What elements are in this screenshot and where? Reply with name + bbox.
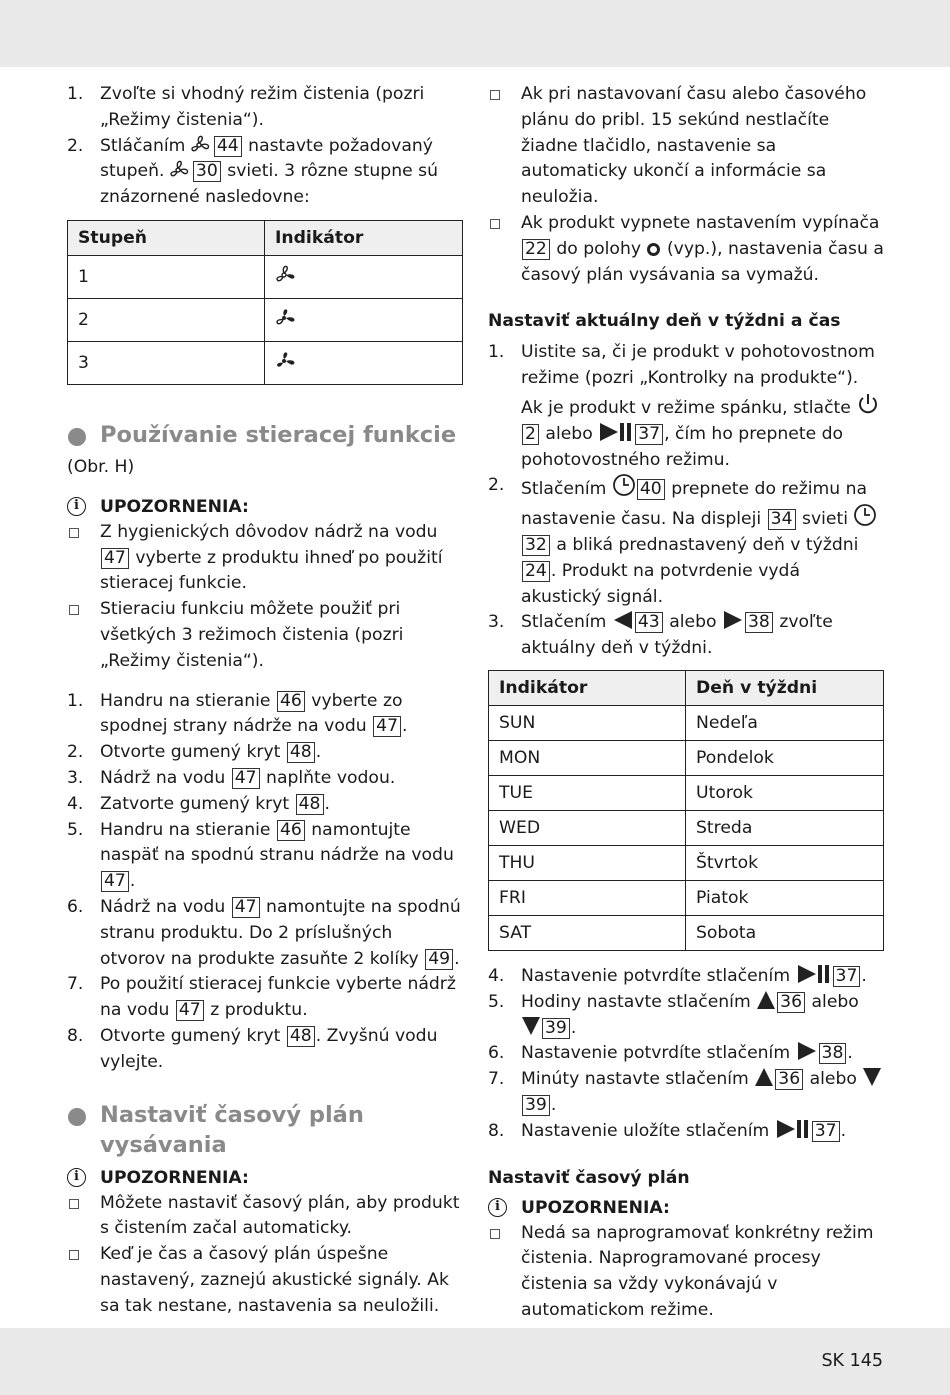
power-icon: [856, 392, 880, 416]
list-item: 5. Handru na stieranie 46 namontujte naspäť na spodnú stranu nádrže na vodu 47 .: [67, 819, 454, 892]
table-row: THU Štvrtok: [489, 845, 884, 880]
ref-box: 47: [373, 716, 401, 737]
arrow-down-icon: [862, 1067, 882, 1087]
clock-icon: [853, 503, 877, 527]
arrow-right-icon: [796, 1041, 818, 1061]
ref-box: 2: [522, 424, 539, 445]
checkbox-bullet-icon: [490, 90, 500, 100]
list-item: 7. Minúty nastavte stlačením 36 alebo 39 .: [488, 1067, 884, 1119]
list-item: Nedá sa naprogramovať konkrétny režim čistenia. Naprogramované procesy čistenia sa vždy vykonávajú v automatickom režime.: [488, 1221, 884, 1324]
note-list: [488, 1221, 884, 1324]
ref-box: 37: [635, 424, 663, 445]
checkbox-bullet-icon: [69, 1250, 79, 1260]
fan-level-3-icon: [275, 349, 299, 371]
table-header-row: Stupeň Indikátor: [68, 220, 463, 255]
bullet-dot-icon: [68, 428, 86, 446]
ref-box: 38: [745, 612, 773, 633]
ref-box: 40: [637, 479, 665, 500]
note-heading: i UPOZORNENIA:: [67, 494, 463, 520]
note-list: [67, 1191, 463, 1320]
checkbox-bullet-icon: [69, 605, 79, 615]
left-column: [67, 82, 463, 1320]
list-item: 6. Nádrž na vodu 47 namontujte na spodnú stranu produktu. Do 2 príslušných otvorov na produkte zasuňte 2 kolíky 49 .: [67, 896, 461, 969]
fan-outline-icon: [170, 159, 192, 179]
fan-level-2-icon: [275, 306, 299, 328]
list-item: 2. Stláčaním 44 nastavte požadovaný stupeň. 30 svieti. 3 rôzne stupne sú znázornené nasledovne:: [67, 135, 438, 208]
arrow-up-icon: [754, 1067, 774, 1087]
ref-box: 39: [522, 1095, 550, 1116]
info-icon: i: [67, 1168, 86, 1187]
day-table: [488, 670, 884, 951]
header-band: [0, 0, 950, 67]
off-circle-icon: [646, 242, 661, 257]
level-table: [67, 220, 463, 385]
arrow-right-icon: [722, 610, 744, 630]
note-list: [488, 82, 884, 288]
arrow-left-icon: [612, 610, 634, 630]
table-row: 3: [68, 341, 463, 384]
ref-box: 48: [287, 742, 315, 763]
table-row: MON Pondelok: [489, 740, 884, 775]
list-item: 5. Hodiny nastavte stlačením 36 alebo 39 .: [488, 991, 859, 1038]
note-heading: i UPOZORNENIA:: [488, 1195, 884, 1221]
list-item: Z hygienických dôvodov nádrž na vodu 47 vyberte z produktu ihneď po použití stieracej funkcie.: [67, 520, 463, 597]
ref-box: 30: [193, 161, 221, 182]
ref-box: 24: [522, 561, 550, 582]
list-item: Ak pri nastavovaní času alebo časového plánu do pribl. 15 sekúnd nestlačíte žiadne tlačidlo, nastavenie sa automaticky ukončí a informácie sa neuložia.: [488, 82, 884, 211]
list-item: 8. Otvorte gumený kryt 48 . Zvyšnú vodu vylejte.: [67, 1025, 438, 1072]
table-header-row: Indikátor Deň v týždni: [489, 670, 884, 705]
ref-box: 47: [232, 768, 260, 789]
table-row: WED Streda: [489, 810, 884, 845]
ref-box: 44: [214, 136, 242, 157]
arrow-down-icon: [521, 1016, 541, 1036]
section-heading: Používanie stieracej funkcie: [67, 420, 463, 450]
clock-icon: [612, 473, 636, 497]
list-item: 2. Otvorte gumený kryt 48 .: [67, 742, 322, 763]
list-item: 3. Stlačením 43 alebo 38 zvoľte aktuálny deň v týždni.: [488, 612, 833, 659]
checkbox-bullet-icon: [69, 528, 79, 538]
list-item: 3. Nádrž na vodu 47 naplňte vodou.: [67, 767, 396, 788]
note-heading: i UPOZORNENIA:: [67, 1165, 463, 1191]
ref-box: 34: [768, 509, 796, 530]
list-item: Keď je čas a časový plán úspešne nastavený, zaznejú akustické signály. Ak sa tak nestane, nastavenia sa neuložili.: [67, 1242, 463, 1319]
footer-band: [0, 1328, 950, 1395]
list-item: 7. Po použití stieracej funkcie vyberte nádrž na vodu 47 z produktu.: [67, 974, 456, 1021]
time-steps-continued: [488, 964, 884, 1145]
ref-box: 47: [232, 897, 260, 918]
note-list: [67, 520, 463, 675]
list-item: 8. Nastavenie uložíte stlačením 37 .: [488, 1120, 847, 1141]
ref-box: 47: [176, 1000, 204, 1021]
ref-box: 38: [819, 1043, 847, 1064]
ref-box: 46: [277, 691, 305, 712]
ref-box: 37: [833, 966, 861, 987]
table-row: TUE Utorok: [489, 775, 884, 810]
fan-level-1-icon: [275, 263, 299, 285]
arrow-up-icon: [756, 990, 776, 1010]
table-row: 1: [68, 255, 463, 298]
intro-steps: [67, 82, 463, 211]
page-number: SK 145: [821, 1351, 883, 1371]
ref-box: 48: [287, 1026, 315, 1047]
info-icon: i: [67, 497, 86, 516]
play-pause-icon: [598, 422, 634, 442]
list-item: Stieraciu funkciu môžete použiť pri všetkých 3 režimoch čistenia (pozri „Režimy čistenia“).: [67, 597, 463, 674]
list-item: 2. Stlačením 40 prepnete do režimu na nastavenie času. Na displeji 34 svieti 32 a bliká prednastavený deň v týždni 24 . Produkt na potvrdenie vydá akustický signál.: [488, 473, 884, 610]
section-heading: Nastaviť časový plán vysávania: [67, 1100, 463, 1160]
table-row: FRI Piatok: [489, 880, 884, 915]
subsection-heading: Nastaviť aktuálny deň v týždni a čas: [488, 311, 841, 332]
list-item: Ak produkt vypnete nastavením vypínača 22 do polohy (vyp.), nastavenia času a časový plán vysávania sa vymažú.: [488, 211, 884, 288]
subsection-heading: Nastaviť časový plán: [488, 1167, 690, 1188]
ref-box: 46: [277, 820, 305, 841]
ref-box: 37: [812, 1121, 840, 1142]
checkbox-bullet-icon: [69, 1199, 79, 1209]
ref-box: 36: [777, 992, 805, 1013]
ref-box: 47: [101, 871, 129, 892]
checkbox-bullet-icon: [490, 1229, 500, 1239]
ref-box: 43: [635, 612, 663, 633]
list-item: 1. Zvoľte si vhodný režim čistenia (pozri „Režimy čistenia“).: [67, 84, 425, 130]
play-pause-icon: [796, 964, 832, 984]
table-row: SUN Nedeľa: [489, 705, 884, 740]
ref-box: 32: [522, 535, 550, 556]
list-item: 6. Nastavenie potvrdíte stlačením 38 .: [488, 1043, 853, 1064]
time-steps: [488, 340, 884, 662]
ref-box: 48: [296, 794, 324, 815]
ref-box: 47: [101, 548, 129, 569]
table-row: 2: [68, 298, 463, 341]
bullet-dot-icon: [68, 1108, 86, 1126]
wipe-steps: [67, 689, 463, 1076]
checkbox-bullet-icon: [490, 219, 500, 229]
table-row: SAT Sobota: [489, 915, 884, 950]
list-item: 4. Nastavenie potvrdíte stlačením 37 .: [488, 965, 867, 986]
ref-box: 49: [425, 949, 453, 970]
fan-outline-icon: [191, 134, 213, 154]
ref-box: 22: [522, 239, 550, 260]
play-pause-icon: [775, 1119, 811, 1139]
list-item: 4. Zatvorte gumený kryt 48 .: [67, 793, 330, 814]
ref-box: 36: [775, 1069, 803, 1090]
list-item: Môžete nastaviť časový plán, aby produkt s čistením začal automaticky.: [67, 1191, 463, 1243]
right-column: [488, 82, 884, 1324]
list-item: 1. Handru na stieranie 46 vyberte zo spodnej strany nádrže na vodu 47 .: [67, 690, 408, 737]
ref-box: 39: [542, 1018, 570, 1039]
list-item: 1. Uistite sa, či je produkt v pohotovostnom režime (pozri „Kontrolky na produkte“). Ak je produkt v režime spánku, stlačte 2 alebo 37 , čím ho prepnete do pohotovostného režimu.: [488, 340, 884, 473]
info-icon: i: [488, 1198, 507, 1217]
figure-ref: (Obr. H): [67, 456, 135, 477]
